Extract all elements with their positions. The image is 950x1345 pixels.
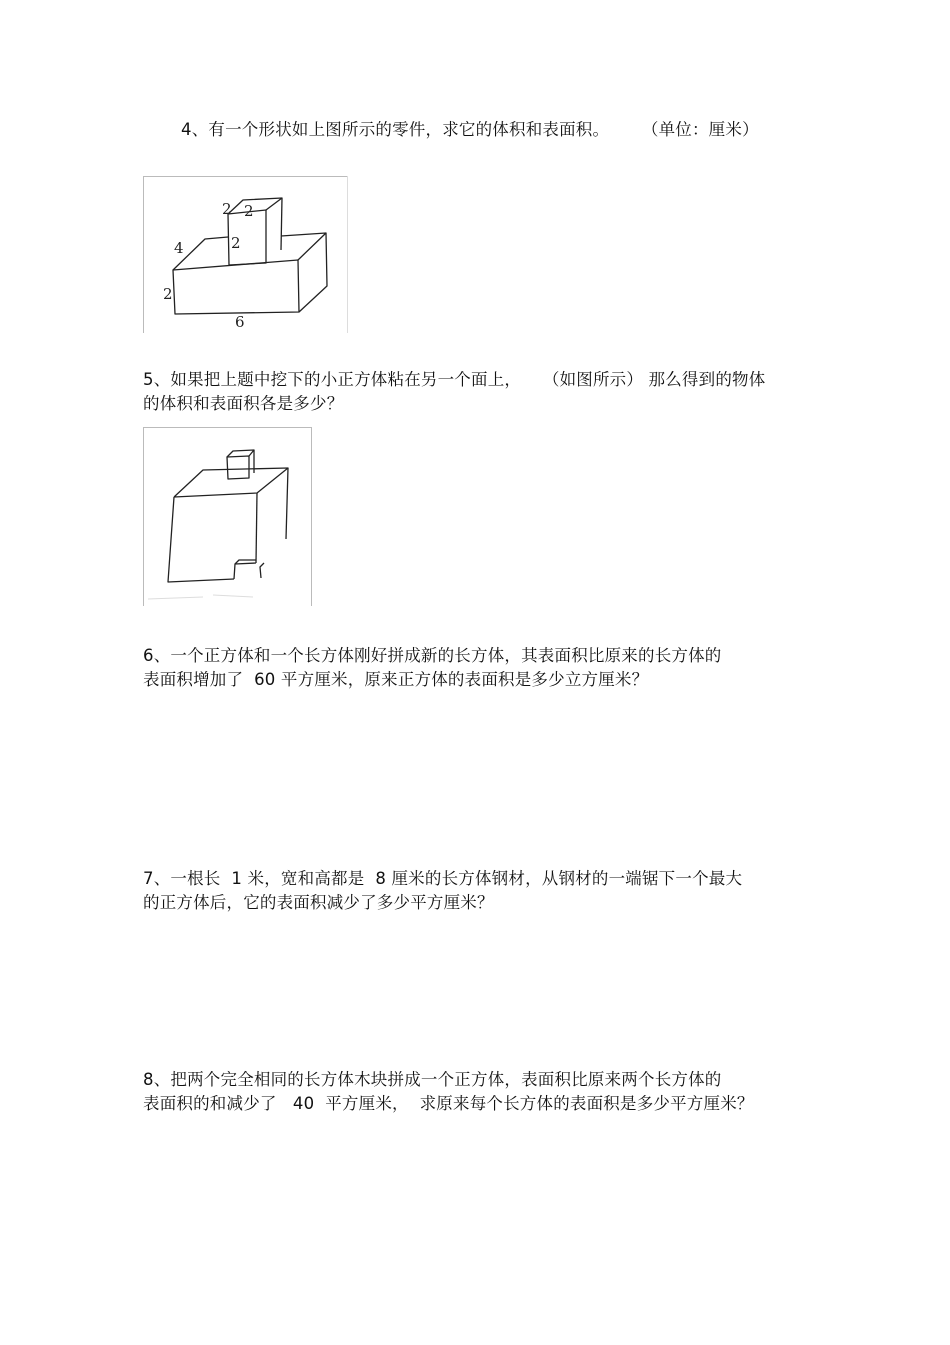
question-7-line-1: 7、一根长 1 米，宽和高都是 8 厘米的长方体钢材，从钢材的一端锯下一个最大 [143, 869, 743, 888]
question-5-figure [143, 427, 312, 606]
question-8-line-2: 表面积的和减少了 40 平方厘米， 求原来每个长方体的表面积是多少平方厘米？ [143, 1094, 754, 1113]
question-6-line-2: 表面积增加了 60 平方厘米，原来正方体的表面积是多少立方厘米？ [143, 670, 649, 689]
question-5-line-1: 5、如果把上题中挖下的小正方体粘在另一个面上， （如图所示） 那么得到的物体 [143, 370, 766, 389]
composite-prism-diagram [143, 176, 348, 333]
question-7-line-2: 的正方体后，它的表面积减少了多少平方厘米？ [143, 893, 494, 912]
dim-top-left-label: 2 [222, 200, 232, 218]
question-8-line-1: 8、把两个完全相同的长方体木块拼成一个正方体，表面积比原来两个长方体的 [143, 1070, 722, 1089]
dim-depth-label: 4 [174, 239, 184, 257]
question-6-line-1: 6、一个正方体和一个长方体刚好拼成新的长方体，其表面积比原来的长方体的 [143, 646, 722, 665]
dim-cube-height-label: 2 [231, 234, 241, 252]
dim-top-right-label: 2 [244, 202, 254, 220]
cube-with-attached-small-cube-diagram [143, 427, 312, 606]
question-5-line-2: 的体积和表面积各是多少？ [143, 394, 344, 413]
dim-height-label: 2 [163, 285, 173, 303]
question-4-figure [143, 176, 348, 333]
question-4-text: 4、有一个形状如上图所示的零件，求它的体积和表面积。 （单位：厘米） [181, 120, 759, 139]
dim-length-label: 6 [235, 313, 245, 331]
